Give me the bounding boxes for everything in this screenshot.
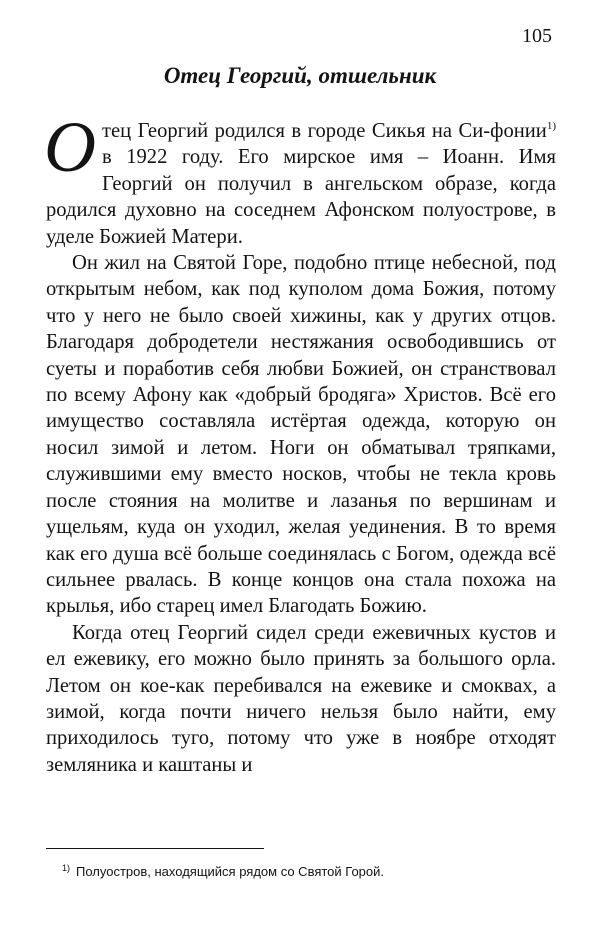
footnote-reference[interactable]: 1) xyxy=(546,120,556,133)
footnote-divider xyxy=(46,848,264,849)
paragraph-1-text-a: тец Георгий родился в городе Сикья на Си-фонии xyxy=(102,120,547,142)
paragraph-3: Когда отец Георгий сидел среди ежевичных кустов и ел ежевику, его можно было принять за большого орла. Летом он кое-как перебивался на ежевике и смоквах, а зимой, когда почти ничего нельзя было найти, ему приходилось туго, потому что уже в ноябре отходят земляника и каштаны и xyxy=(46,621,556,776)
drop-cap: О xyxy=(44,107,96,187)
page-number: 105 xyxy=(522,25,552,47)
paragraph-2: Он жил на Святой Горе, подобно птице небесной, под открытым небом, как под куполом дома Божия, потому что у него не было своей хижины, как у других отцов. Благодаря добродетели нестяжания освободившись от суеты и поработив себя любви Божией, он странствовал по всему Афону как «добрый бродяга» Христов. Всё его имущество составляла истёртая одежда, которую он носил зимой и летом. Ноги он обматывал тряпками, служившими ему вместо носков, чтобы не текла кровь после стояния на молитве и лазанья по вершинам и ущельям, куда он уходил, желая уединения. В то время как его душа всё больше соединялась с Богом, одежда всё сильнее рвалась. В конце концов она стала похожа на крылья, ибо старец имел Благодать Божию. xyxy=(46,252,556,618)
footnote xyxy=(62,863,562,880)
paragraph-1 xyxy=(44,107,556,250)
paragraph-1-text-b: в 1922 году. Его мирское имя – Иоанн. Имя Георгий он получил в ангельском образе, когда родился духовно на соседнем Афонском полуострове, в уделе Божией Матери. xyxy=(46,146,556,248)
footnote-text: Полуостров, находящийся рядом со Святой Горой. xyxy=(76,864,385,879)
footnote-marker: 1) xyxy=(62,862,71,873)
chapter-title: Отец Георгий, отшельник xyxy=(163,63,437,88)
body-text xyxy=(44,107,556,778)
